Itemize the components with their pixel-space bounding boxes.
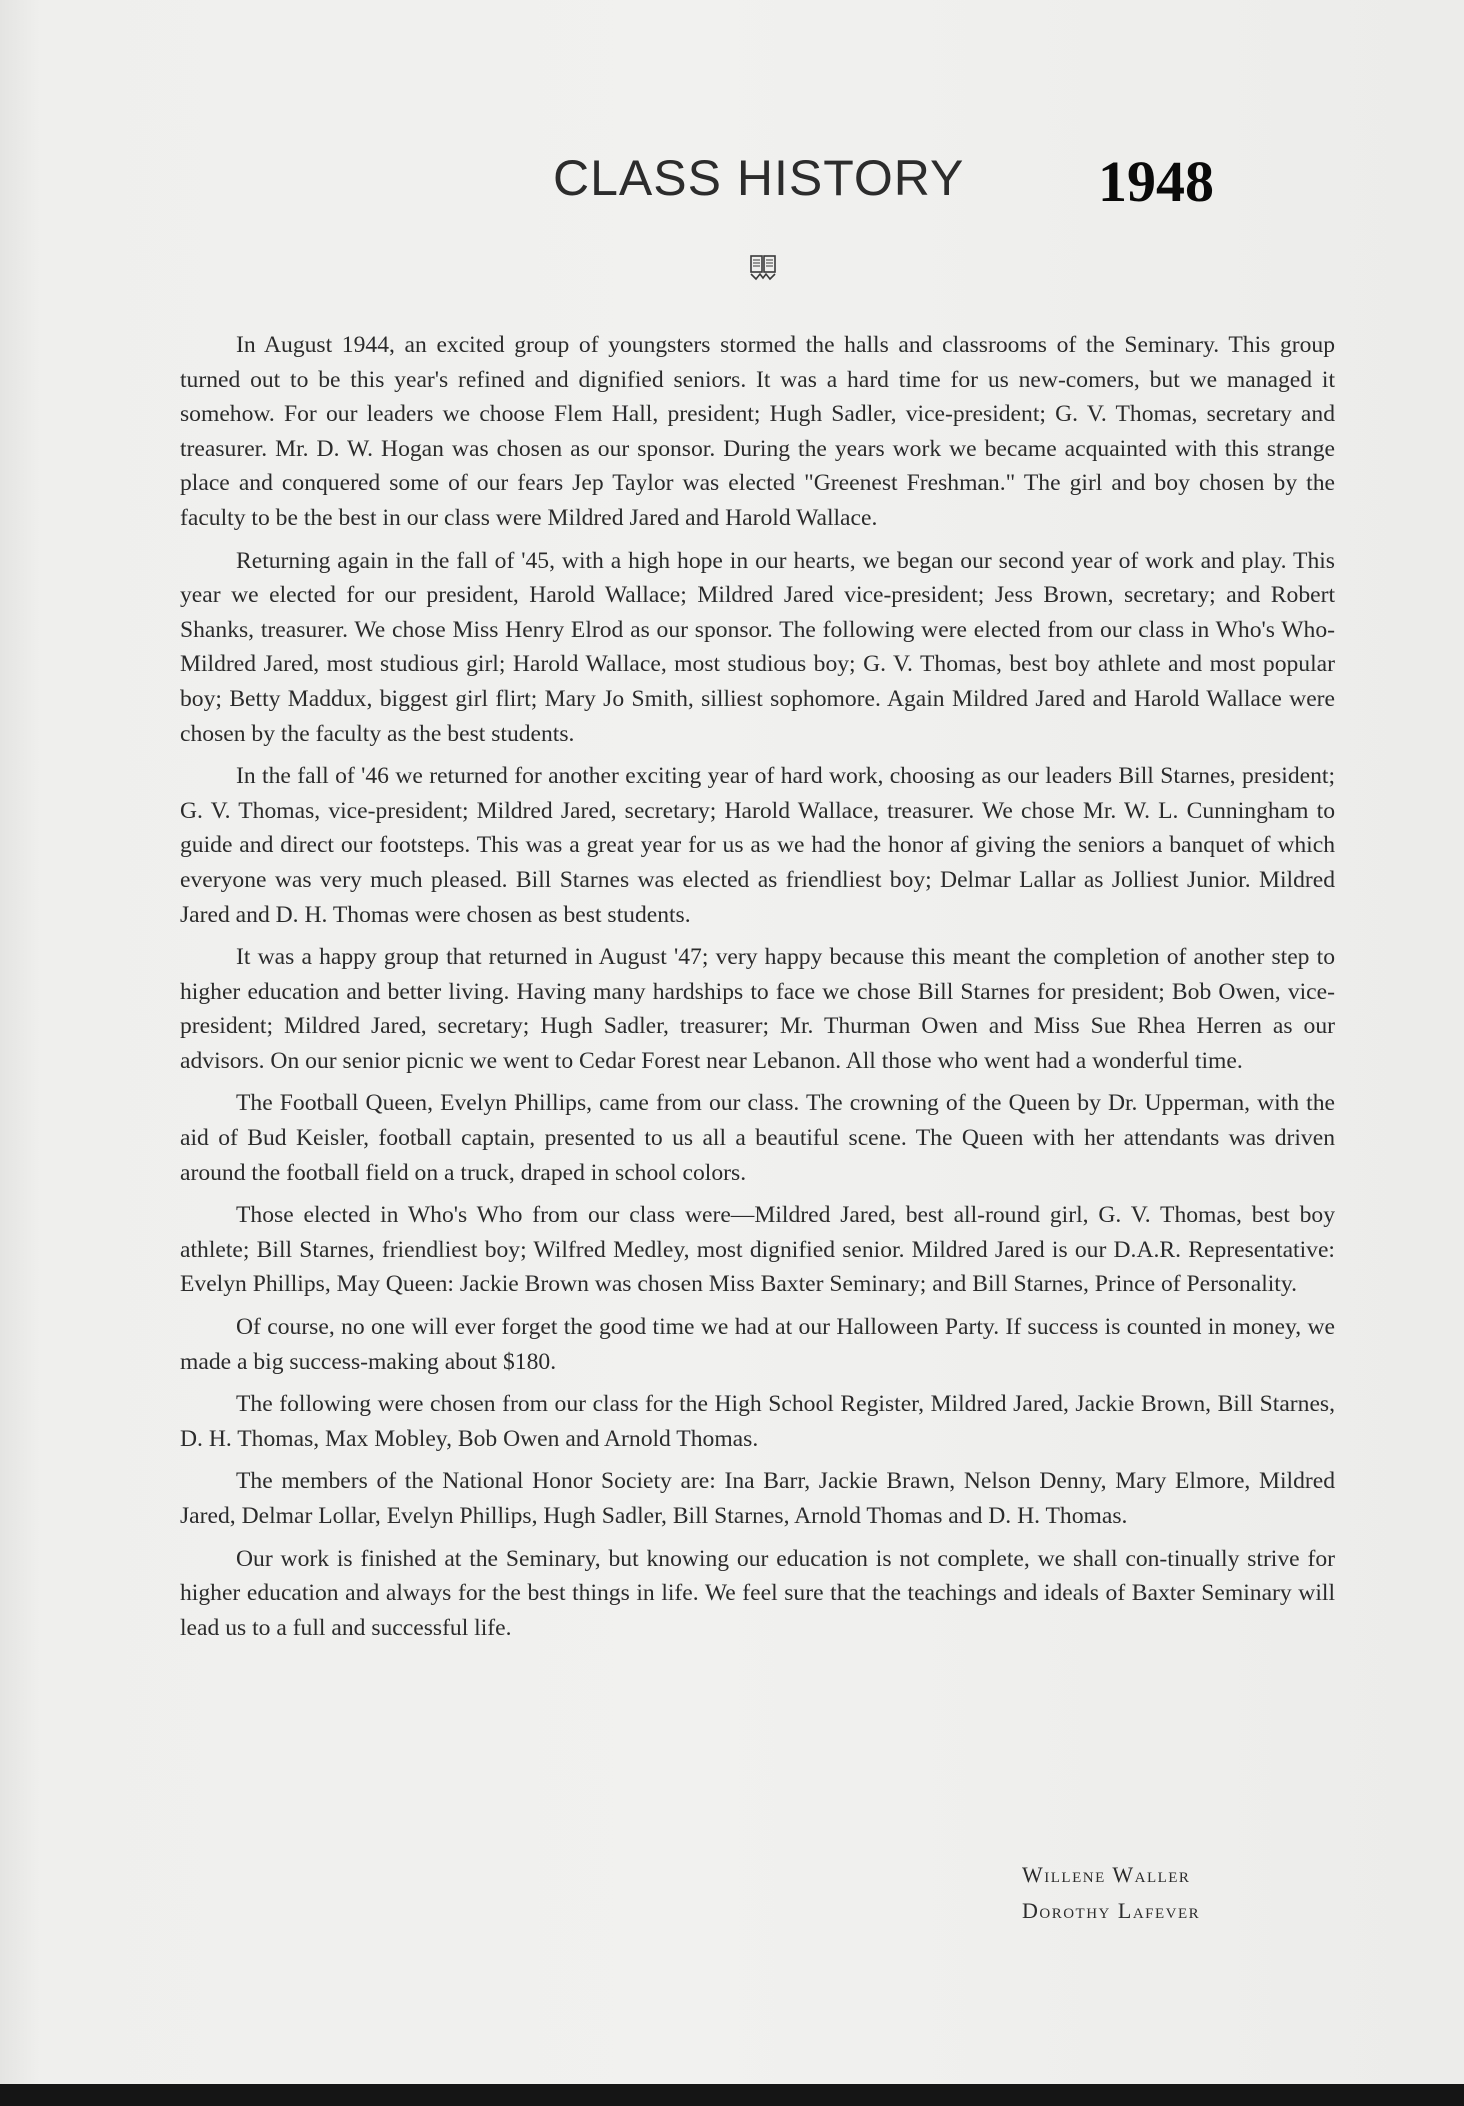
paragraph-6: Those elected in Who's Who from our class were—Mildred Jared, best all-round girl, G. V. Thomas, best boy athlete; Bill Starnes, friendliest boy; Wilfred Medley, most dignified senior. Mildred Jared is our D.A.R. Representative: Evelyn Phillips, May Queen: Jackie Brown was chosen Miss Baxter Seminary; and Bill Starnes, Prince of Personality.	[180, 1202, 1335, 1298]
paragraph-5: The Football Queen, Evelyn Phillips, came from our class. The crowning of the Queen by Dr. Upperman, with the aid of Bud Keisler, football captain, presented to us all a beautiful scene. The Queen with her attendants was driven around the football field on a truck, draped in school colors.	[180, 1090, 1335, 1186]
paragraph-10: Our work is finished at the Seminary, but knowing our education is not complete, we shall con-tinually strive for higher education and always for the best things in life. We feel sure that the teachings and ideals of Baxter Seminary will lead us to a full and successful life.	[180, 1545, 1335, 1641]
class-history-text	[180, 328, 1335, 1653]
author-name: Willene Waller	[1022, 1862, 1191, 1887]
year-label: 1948	[1098, 149, 1214, 214]
open-book-icon	[748, 252, 778, 282]
paragraph-3: In the fall of '46 we returned for another exciting year of hard work, choosing as our leaders Bill Starnes, president; G. V. Thomas, vice-president; Mildred Jared, secretary; Harold Wallace, treasurer. We chose Mr. W. L. Cunningham to guide and direct our footsteps. This was a great year for us as we had the honor af giving the seniors a banquet of which everyone was very much pleased. Bill Starnes was elected as friendliest boy; Delmar Lallar as Jolliest Junior. Mildred Jared and D. H. Thomas were chosen as best students.	[180, 763, 1335, 928]
page-heading	[0, 148, 1464, 218]
scan-edge	[0, 2084, 1464, 2106]
paragraph-9: The members of the National Honor Society are: Ina Barr, Jackie Brawn, Nelson Denny, Mary Elmore, Mildred Jared, Delmar Lollar, Evelyn Phillips, Hugh Sadler, Bill Starnes, Arnold Thomas and D. H. Thomas.	[180, 1468, 1335, 1529]
page-title: CLASS HISTORY	[553, 150, 965, 206]
author-signatures	[1022, 1857, 1200, 1929]
paragraph-4: It was a happy group that returned in August '47; very happy because this meant the completion of another step to higher education and better living. Having many hardships to face we chose Bill Starnes for president; Bob Owen, vice-president; Mildred Jared, secretary; Hugh Sadler, treasurer; Mr. Thurman Owen and Miss Sue Rhea Herren as our advisors. On our senior picnic we went to Cedar Forest near Lebanon. All those who went had a wonderful time.	[180, 944, 1335, 1074]
author-name: Dorothy Lafever	[1022, 1898, 1201, 1923]
paragraph-7: Of course, no one will ever forget the good time we had at our Halloween Party. If success is counted in money, we made a big success-making about $180.	[180, 1314, 1335, 1375]
paragraph-8: The following were chosen from our class for the High School Register, Mildred Jared, Jackie Brown, Bill Starnes, D. H. Thomas, Max Mobley, Bob Owen and Arnold Thomas.	[180, 1391, 1335, 1452]
paragraph-1: In August 1944, an excited group of youngsters stormed the halls and classrooms of the Seminary. This group turned out to be this year's refined and dignified seniors. It was a hard time for us new-comers, but we managed it somehow. For our leaders we choose Flem Hall, president; Hugh Sadler, vice-president; G. V. Thomas, secretary and treasurer. Mr. D. W. Hogan was chosen as our sponsor. During the years work we became acquainted with this strange place and conquered some of our fears Jep Taylor was elected "Greenest Freshman." The girl and boy chosen by the faculty to be the best in our class were Mildred Jared and Harold Wallace.	[180, 332, 1335, 531]
paragraph-2: Returning again in the fall of '45, with a high hope in our hearts, we began our second year of work and play. This year we elected for our president, Harold Wallace; Mildred Jared vice-president; Jess Brown, secretary; and Robert Shanks, treasurer. We chose Miss Henry Elrod as our sponsor. The following were elected from our class in Who's Who-Mildred Jared, most studious girl; Harold Wallace, most studious boy; G. V. Thomas, best boy athlete and most popular boy; Betty Maddux, biggest girl flirt; Mary Jo Smith, silliest sophomore. Again Mildred Jared and Harold Wallace were chosen by the faculty as the best students.	[180, 547, 1335, 747]
